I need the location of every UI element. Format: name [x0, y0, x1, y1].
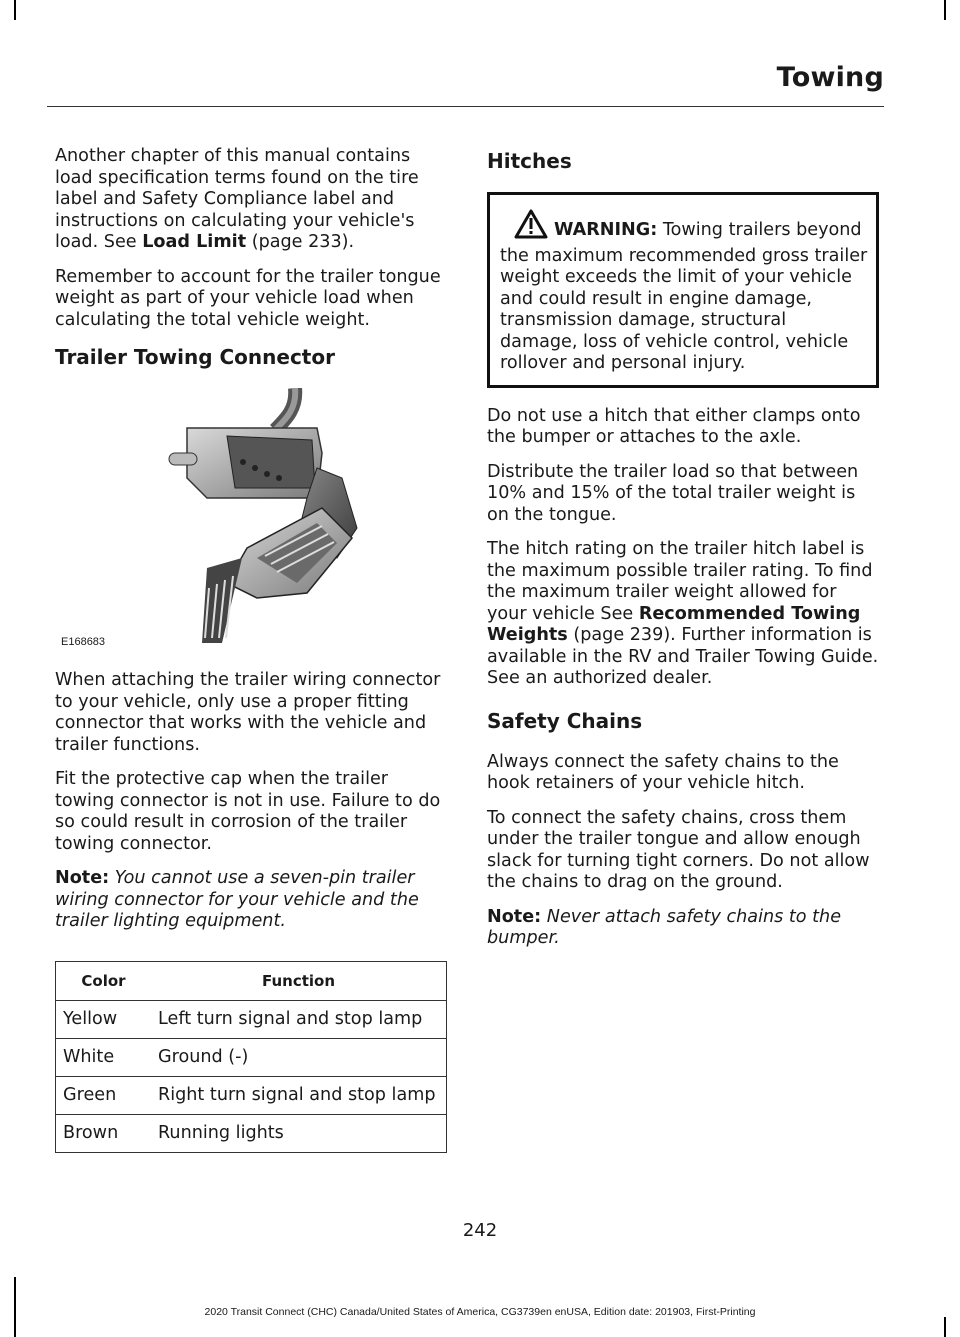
note-text: Never attach safety chains to the bumper. [487, 906, 842, 948]
column-header-color: Color [56, 961, 152, 1000]
note-label: Note: [55, 868, 110, 888]
chains-cross-paragraph: To connect the safety chains, cross them under the trailer tongue and allow enough slack for turning tight corners. Do not allow the chains to drag on the ground. [487, 807, 870, 892]
hitch-clamp-paragraph: Do not use a hitch that either clamps onto the bumper or attaches to the axle. [487, 405, 861, 447]
note-paragraph [55, 868, 447, 933]
trailer-connector-illustration [147, 388, 387, 650]
hitch-rating-more: (page 239). Further information is available in the RV and Trailer Towing Guide. See an authorized dealer. [487, 625, 879, 688]
cap-paragraph: Fit the protective cap when the trailer towing connector is not in use. Failure to do so could result in corrosion of the trailer towing connector. [55, 769, 441, 854]
table-cell-color: Yellow [56, 1000, 152, 1038]
column-header-function: Function [151, 961, 447, 1000]
footer-edition-info: 2020 Transit Connect (CHC) Canada/United States of America, CG3739en enUSA, Edition date: 201903, First-Printing [204, 1306, 756, 1318]
chains-connect-paragraph: Always connect the safety chains to the hook retainers of your vehicle hitch. [487, 751, 839, 793]
connector-figure [55, 388, 447, 650]
page-title: Towing [776, 62, 884, 93]
table-row [56, 1114, 447, 1152]
table-cell-function: Left turn signal and stop lamp [151, 1000, 447, 1038]
section-heading-hitches: Hitches [487, 149, 572, 173]
attach-paragraph: When attaching the trailer wiring connector to your vehicle, only use a proper fitting connector that works with the vehicle and trailer functions. [55, 670, 441, 755]
crop-mark [944, 0, 946, 20]
section-heading-connector: Trailer Towing Connector [55, 345, 335, 369]
table-header-row [56, 961, 447, 1000]
note-label: Note: [487, 906, 542, 927]
tongue-weight-paragraph: Remember to account for the trailer tongue weight as part of your vehicle load when calculating the total vehicle weight. [55, 266, 441, 330]
hitch-rating-text: The hitch rating on the trailer hitch label is the maximum possible trailer rating. To find the maximum trailer weight allowed for your vehicle See [487, 539, 873, 624]
table-cell-color: Green [56, 1076, 152, 1114]
table-cell-function: Running lights [151, 1114, 447, 1152]
table-cell-function: Ground (-) [151, 1038, 447, 1076]
crop-mark [944, 1317, 946, 1337]
section-heading-safety-chains: Safety Chains [487, 708, 643, 733]
intro-paragraph [55, 146, 447, 254]
table-cell-color: White [56, 1038, 152, 1076]
table-cell-function: Right turn signal and stop lamp [151, 1076, 447, 1114]
warning-text: Towing trailers beyond the maximum recommended gross trailer weight exceeds the limit of your vehicle and could result in engine damage, transmission damage, structural damage, loss of vehicle control, vehicle rollover and personal injury. [500, 220, 868, 373]
table-row [56, 1076, 447, 1114]
header-divider [47, 106, 884, 107]
load-limit-link[interactable]: Load Limit [142, 232, 247, 252]
crop-mark [14, 0, 16, 20]
warning-label: WARNING: [554, 220, 658, 240]
right-column [487, 146, 879, 963]
table-cell-color: Brown [56, 1114, 152, 1152]
page-number: 242 [462, 1220, 498, 1241]
note-text: You cannot use a seven-pin trailer wiring connector for your vehicle and the trailer lighting equipment. [55, 868, 419, 931]
warning-triangle-icon [514, 209, 548, 246]
load-distribution-paragraph: Distribute the trailer load so that between 10% and 15% of the total trailer weight is on the tongue. [487, 461, 859, 525]
table-row [56, 1038, 447, 1076]
figure-code: E168683 [61, 636, 106, 648]
left-column [55, 146, 447, 1153]
table-row [56, 1000, 447, 1038]
recommended-towing-weights-link[interactable]: Recommended Towing Weights [487, 603, 861, 645]
chains-note-paragraph [487, 907, 879, 950]
wire-color-table [55, 961, 447, 1153]
hitch-rating-paragraph [487, 539, 879, 690]
warning-box [487, 192, 879, 388]
intro-page-ref: (page 233). [246, 232, 355, 252]
intro-text: Another chapter of this manual contains load specification terms found on the tire label and Safety Compliance label and instructions on calculating your vehicle's load. See [55, 146, 419, 252]
